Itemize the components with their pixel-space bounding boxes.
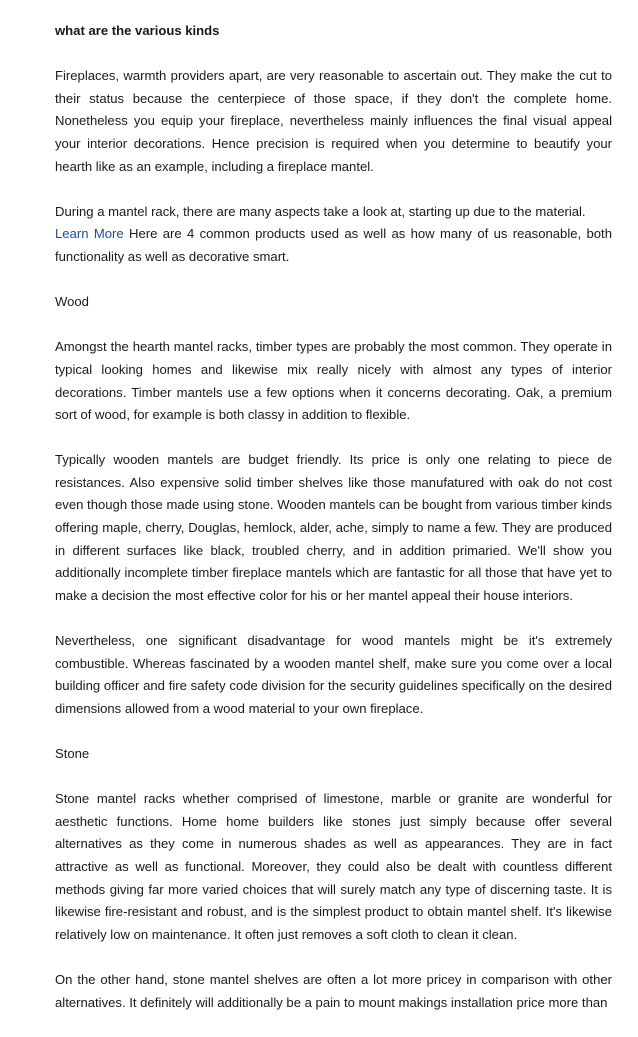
paragraph-stone-price: On the other hand, stone mantel shelves are often a lot more pricey in comparison with other alternatives. It definitely will additionally be a pain to mount makings installation price more than [55,971,612,1010]
paragraph-wood-budget: Typically wooden mantels are budget friendly. Its price is only one relating to piece de resistances. Also expensive solid timber shelves like those manufatured with oak do not cost even though those made using stone. Wooden mantels can be bought from various timber kinds offering maple, cherry, Douglas, hemlock, alder, ache, simply to name a few. They are produced in different surfaces like black, troubled cherry, and in addition primaried. We'll show you additionally incomplete timber fireplace mantels which are fantastic for all those that have yet to make a decision the most effective color for his or her mantel appeal their house interiors. [55,452,612,603]
paragraph-wood-common: Amongst the hearth mantel racks, timber types are probably the most common. They operate in typical looking homes and likewise mix really nicely with almost any types of interior decorations. Timber mantels use a few options when it concerns decorating. Oak, a premium sort of wood, for example is both classy in addition to flexible. [55,339,612,423]
paragraph-text: During a mantel rack, there are many aspects take a look at, starting up due to the material. [55,203,586,219]
learn-more-link[interactable]: Learn More [55,226,124,242]
document-page [55,20,612,1037]
section-heading-wood: Wood [55,294,89,310]
paragraph-text: Here are 4 common products used as well as how many of us reasonable, both functionality as well as decorative smart. [55,226,612,264]
paragraph-mantel-aspects [55,201,612,269]
section-heading-stone: Stone [55,746,90,761]
paragraph-stone-aesthetic: Stone mantel racks whether comprised of limestone, marble or granite are wonderful for aesthetic functions. Home home builders like stones just simply because offer several alternatives as they come in numerous shades as well as appearances. They are in fact attractive as well as functional. Moreover, they could also be dealt with countless different methods giving far more varied choices that will surely match any type of discerning taste. It is likewise fire-resistant and robust, and is the simplest product to obtain mantel shelf. It's likewise relatively low on maintenance. It often just removes a soft cloth to clean it clean. [55,791,612,942]
paragraph-intro: Fireplaces, warmth providers apart, are very reasonable to ascertain out. They make the cut to their status because the centerpiece of those space, if they don't the complete home. Nonetheless you equip your fireplace, nevertheless mainly influences the final visual appeal your interior decorations. Hence precision is required when you determine to beautify your hearth like as an example, including a fireplace mantel. [55,68,612,174]
document-title: what are the various kinds [55,23,220,38]
paragraph-wood-disadvantage: Nevertheless, one significant disadvantage for wood mantels might be it's extremely combustible. Whereas fascinated by a wooden mantel shelf, make sure you come over a local building officer and fire safety code division for the security guidelines specifically on the desired dimensions allowed from a wood material to your own fireplace. [55,633,612,716]
